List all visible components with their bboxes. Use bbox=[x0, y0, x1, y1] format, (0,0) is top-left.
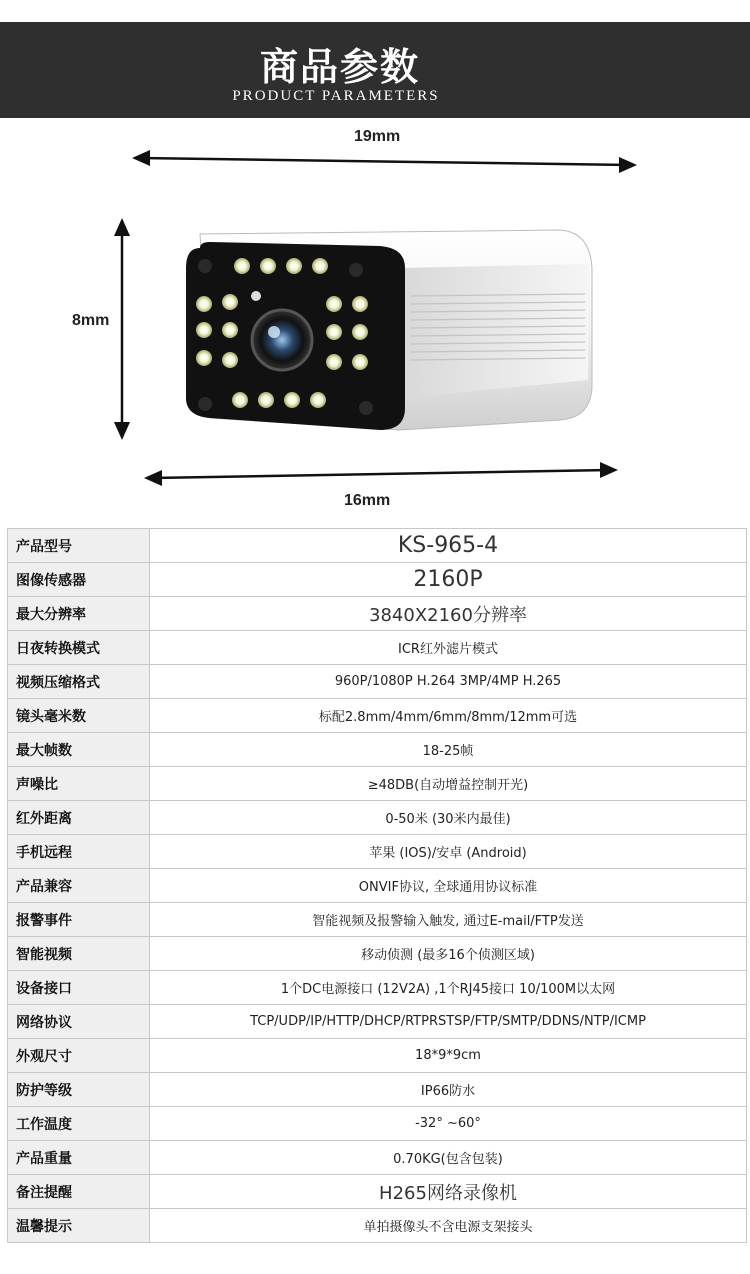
spec-label: 产品兼容 bbox=[8, 869, 150, 903]
spec-label: 智能视频 bbox=[8, 937, 150, 971]
spec-label: 镜头毫米数 bbox=[8, 699, 150, 733]
table-row bbox=[8, 1073, 747, 1107]
table-row bbox=[8, 631, 747, 665]
spec-value: ≥48DB(自动增益控制开光) bbox=[150, 767, 747, 801]
table-row bbox=[8, 699, 747, 733]
height-arrow bbox=[114, 218, 130, 440]
spec-value: IP66防水 bbox=[150, 1073, 747, 1107]
spec-value: H265网络录像机 bbox=[150, 1175, 747, 1209]
spec-label: 图像传感器 bbox=[8, 563, 150, 597]
spec-table bbox=[7, 528, 747, 1243]
table-row bbox=[8, 903, 747, 937]
spec-label: 工作温度 bbox=[8, 1107, 150, 1141]
spec-label: 最大帧数 bbox=[8, 733, 150, 767]
camera-body bbox=[186, 230, 592, 430]
width-arrow-top bbox=[132, 150, 637, 173]
table-row bbox=[8, 1141, 747, 1175]
spec-label: 声噪比 bbox=[8, 767, 150, 801]
spec-label: 外观尺寸 bbox=[8, 1039, 150, 1073]
dimension-top-label: 19mm bbox=[354, 128, 401, 145]
spec-label: 产品型号 bbox=[8, 529, 150, 563]
header-banner bbox=[0, 22, 750, 118]
spec-label: 设备接口 bbox=[8, 971, 150, 1005]
spec-value: 3840X2160分辨率 bbox=[150, 597, 747, 631]
spec-label: 最大分辨率 bbox=[8, 597, 150, 631]
spec-label: 温馨提示 bbox=[8, 1209, 150, 1243]
spec-label: 日夜转换模式 bbox=[8, 631, 150, 665]
spec-value: 苹果 (IOS)/安卓 (Android) bbox=[150, 835, 747, 869]
spec-value: -32° ~60° bbox=[150, 1107, 747, 1141]
table-row bbox=[8, 835, 747, 869]
spec-value: 标配2.8mm/4mm/6mm/8mm/12mm可选 bbox=[150, 699, 747, 733]
table-row bbox=[8, 1175, 747, 1209]
top-strip bbox=[0, 0, 750, 22]
table-row bbox=[8, 937, 747, 971]
page-subtitle: PRODUCT PARAMETERS bbox=[232, 88, 440, 104]
table-row bbox=[8, 971, 747, 1005]
spec-label: 红外距离 bbox=[8, 801, 150, 835]
spec-value: ONVIF协议, 全球通用协议标准 bbox=[150, 869, 747, 903]
spec-label: 防护等级 bbox=[8, 1073, 150, 1107]
table-row bbox=[8, 563, 747, 597]
table-row bbox=[8, 1005, 747, 1039]
table-row bbox=[8, 529, 747, 563]
spec-value: 18-25帧 bbox=[150, 733, 747, 767]
spec-label: 手机远程 bbox=[8, 835, 150, 869]
spec-value: 移动侦测 (最多16个侦测区域) bbox=[150, 937, 747, 971]
spec-value: 1个DC电源接口 (12V2A) ,1个RJ45接口 10/100M以太网 bbox=[150, 971, 747, 1005]
spec-value: 2160P bbox=[150, 563, 747, 597]
spec-label: 视频压缩格式 bbox=[8, 665, 150, 699]
spec-value: 单拍摄像头不含电源支架接头 bbox=[150, 1209, 747, 1243]
spec-label: 报警事件 bbox=[8, 903, 150, 937]
product-illustration bbox=[0, 118, 750, 528]
dimension-bottom-label: 16mm bbox=[344, 492, 391, 509]
table-row bbox=[8, 597, 747, 631]
camera-image bbox=[0, 118, 750, 528]
spec-value: 0-50米 (30米内最佳) bbox=[150, 801, 747, 835]
width-arrow-bottom bbox=[144, 462, 618, 486]
table-row bbox=[8, 1107, 747, 1141]
table-row bbox=[8, 801, 747, 835]
dimension-side-label: 8mm bbox=[72, 312, 110, 329]
spec-label: 网络协议 bbox=[8, 1005, 150, 1039]
table-row bbox=[8, 869, 747, 903]
spec-value: TCP/UDP/IP/HTTP/DHCP/RTPRSTSP/FTP/SMTP/DDNS/NTP/ICMP bbox=[150, 1005, 747, 1039]
table-row bbox=[8, 1039, 747, 1073]
table-row bbox=[8, 1209, 747, 1243]
spec-value: KS-965-4 bbox=[150, 529, 747, 563]
spec-value: 960P/1080P H.264 3MP/4MP H.265 bbox=[150, 665, 747, 699]
page-title: 商品参数 bbox=[259, 45, 420, 89]
table-row bbox=[8, 665, 747, 699]
spec-value: 智能视频及报警输入触发, 通过E-mail/FTP发送 bbox=[150, 903, 747, 937]
table-row bbox=[8, 767, 747, 801]
spec-value: 18*9*9cm bbox=[150, 1039, 747, 1073]
spec-value: ICR红外滤片模式 bbox=[150, 631, 747, 665]
spec-label: 备注提醒 bbox=[8, 1175, 150, 1209]
table-row bbox=[8, 733, 747, 767]
spec-label: 产品重量 bbox=[8, 1141, 150, 1175]
spec-value: 0.70KG(包含包装) bbox=[150, 1141, 747, 1175]
